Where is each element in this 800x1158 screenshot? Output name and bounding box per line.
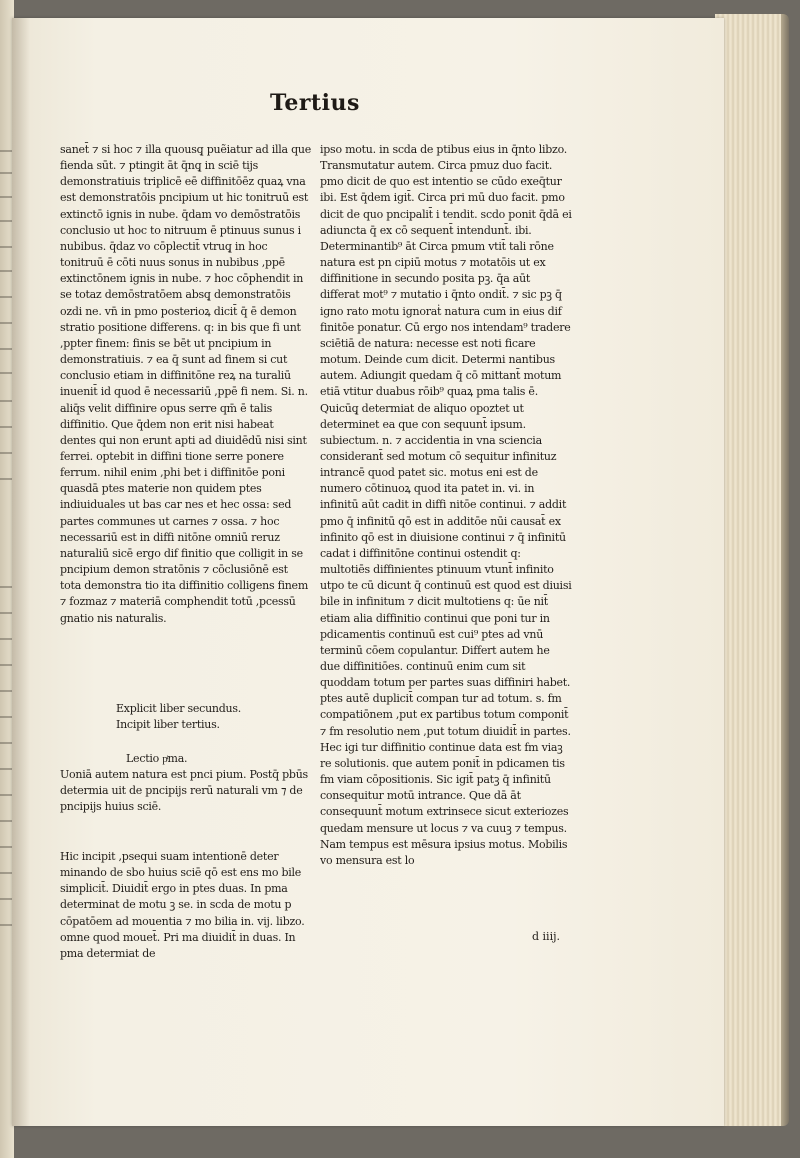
colophon [116, 701, 312, 733]
page-block-edge [715, 14, 787, 1126]
lectio-heading: Lectio pͥma. [126, 752, 188, 765]
incipit-line: Incipit liber tertius. [116, 718, 220, 731]
right-column [320, 142, 572, 937]
running-head: Tertius [270, 90, 360, 116]
page-block-shadow [781, 14, 789, 1126]
commentary-text: Hic incipit ,psequi suam intentionē deter minando de sbo huius sciē qō est ens mo bile simplicit̄. Diuidit̄ ergo in ptes duas. In pma determinat de motu ꝫ se. in scda de motu p cōpatōem ad mouentia ⁊ mo bilia in. vij. libzo. omne quod mouet̄. Pri ma diuidit̄ in duas. In pma determiat de [60, 850, 305, 960]
initial-paragraph: Uoniā autem natura est pnci pium. Postq̄ pbūs determia uit de pncipijs rerū naturali vm ⁊ de pncipijs huius sciē. [60, 768, 308, 814]
explicit-line: Explicit liber secundus. [116, 702, 242, 715]
gutter-shadow [12, 18, 30, 1126]
left-column [60, 142, 312, 1027]
right-column-text: ipso motu. in scda de ptibus eius in q̄nto libzo. Transmutatur autem. Circa pmuz duo facit. pmo dicit de quo est intentio se cūdo exeq̄tur ibi. Est q̄dem igit̄. Circa pri mū duo facit. pmo dicit de quo pncipalit̄ i tendit. scdo ponit q̄dā ei adiuncta q̄ ex cō sequent̄ intendunt̄. ibi. Determinantib⁹ āt Circa pmum vtit̄ tali rōne natura est pn cipiū motus ⁊ motatōis ut ex diffinitione in secundo posita pꝫ. q̄a aūt differat mot⁹ ⁊ mutatio i q̄nto ondit̄. ⁊ sic pꝫ q̄ igno rato motu ignoraṫ natura cum in eius dif finitōe ponatur. Cū ergo nos intendam⁹ tradere sciētiā de natura: necesse est noti ficare motum. Deinde cum dicit. Determi nantibus autem. Adiungit quedam q̄ cō mittant̄ motum etiā vtitur duabus rōib⁹ quaꝝ pma talis ē. Quicūq̧ determiat de aliquo opoztet ut determinet ea que con sequunt̄ ipsum. subiectum. n. ⁊ accidentia in vna sciencia considerant̄ sed motum cō sequitur infinituz intrancē quod patet sic. motus eni est de numero cōtinuoꝝ quod ita patet in. vi. in infinitū aūt cadit in diffi nitōe continui. ⁊ addit pmo q̄ infinitū qō est in additōe nūi causat̄ ex infinito qō est in diuisione continui ⁊ q̄ infinitū cadat i diffinitōne continui ostendit q: multotiēs diffinientes ptinuum vtunt̄ infinito utpo te cū dicunt q̄ continuū est quod est diuisi bile in infinitum ⁊ dicit multotiens q: ūe nit̄ etiam alia diffinitio continui que poni tur in pdicamentis continuū est cui⁹ ptes ad vnū terminū cōem copulantur. Differt autem he due diffinitiōes. continuū enim cum sit quoddam totum per partes suas diffiniri habet. ptes autē duplicit̄ compan tur ad totum. s. fm compatiōnem ,put ex partibus totum componit̄ ⁊ fm resolutio nem ,put totum diuidit̄ in partes. Hec igi tur diffinitio continue data est fm viaꝫ re solutionis. que autem ponit̄ in pdicamen tis fm viam cōpositionis. Sic igit̄ patꝫ q̄ infinitū consequitur motū intrance. Que dā āt consequunt̄ motum extrinsece sicut exteriozes quedam mensure ut locus ⁊ va cuuꝫ ⁊ tempus. Nam tempus est mēsura ipsius motus. Mobilis vo mensura est lo [320, 143, 572, 867]
signature-mark: d iiij. [532, 930, 560, 943]
left-column-text: sanet̄ ⁊ si hoc ⁊ illa quousq̧ puẽiatur ad illa que fienda sūt. ⁊ ptingit āt q̄nq̧ in sciē tijs demonstratiuis triplicē eē diffinitōēz quaꝝ vna est demonstratōis pncipium ut hic tonitruū est extinctō ignis in nube. q̄dam vo demōstratōis conclusio ut hoc to nitruum ē ptinuus sunus i nubibus. q̄daz vo cōplectit̄ vtruq̧ in hoc tonitruū ē cōti nuus sonus in nubibus ,ppē extinctōnem ignis in nube. ⁊ hoc cōphendit in se totaz demōstratōem absq̧ demonstratōis ozdi ne. vn̄ in pmo posterioꝝ dicit̄ q̄ ē demon stratio positione differens. q: in bis que fi unt ,ppter finem: finis se bēt ut pncipium in demonstratiuis. ⁊ ea q̄ sunt ad finem si cut conclusio etiam in diffinitōne reꝝ na turaliū inuenit̄ id quod ē necessariū ,ppē fi nem. Si. n. aliq̄s velit diffinire opus serre qm̄ ē talis diffinitio. Que q̄dem non erit nisi habeat dentes qui non erunt apti ad diuidēdū nisi sint ferrei. optebit in diffini tione serre ponere ferrum. nihil enim ,phi bet i diffinitōe poni quasdā ptes materie non quidem ptes indiuiduales ut bas car nes et hec ossa: sed partes communes ut carnes ⁊ ossa. ⁊ hoc necessariū est in diffi nitōne omniū reruz naturaliū sicē ergo dif finitio que colligit in se pncipium demon stratōnis ⁊ cōclusiōnē est tota demonstra tio ita diffinitio colligens finem ⁊ fozmaz ⁊ materiā comphendit totū ,pcessū gnatio nis naturalis. [60, 143, 312, 625]
